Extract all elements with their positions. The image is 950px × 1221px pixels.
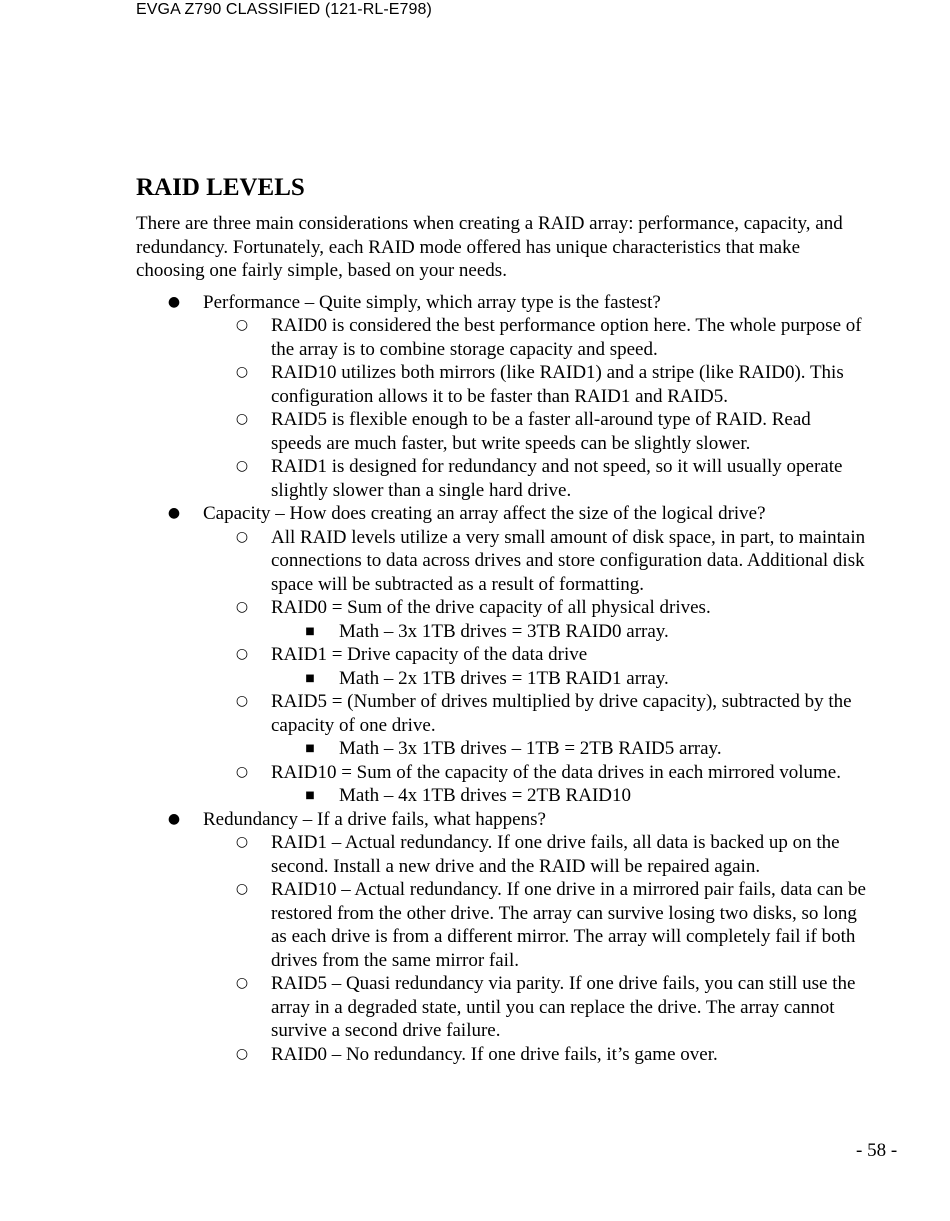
hollow-circle-bullet-icon: ○ bbox=[235, 881, 249, 897]
hollow-circle-bullet-icon: ○ bbox=[235, 834, 249, 850]
sub-sub-bullet-item bbox=[136, 667, 866, 691]
list-item-text: Redundancy – If a drive fails, what happens? bbox=[203, 808, 546, 830]
hollow-circle-bullet-icon: ○ bbox=[235, 693, 249, 709]
hollow-circle-bullet-icon: ○ bbox=[235, 1045, 249, 1062]
section-heading: RAID LEVELS bbox=[136, 174, 305, 201]
hollow-circle-bullet-icon: ○ bbox=[235, 646, 249, 662]
list-item-text: Capacity – How does creating an array affect the size of the logical drive? bbox=[203, 503, 766, 524]
list-item-text: RAID0 is considered the best performance option here. The whole purpose of the array is to combine storage capacity and speed. bbox=[271, 315, 862, 360]
hollow-circle-bullet-icon: ○ bbox=[235, 975, 249, 991]
square-bullet-icon: ■ bbox=[305, 790, 315, 801]
list-item-text: Math – 3x 1TB drives = 3TB RAID0 array. bbox=[339, 620, 669, 642]
sub-bullet-item bbox=[136, 878, 866, 972]
list-item-text: RAID10 – Actual redundancy. If one drive in a mirrored pair fails, data can be restored from the other drive. The array can survive losing two disks, so long as each drive is from a different mirror. The array will completely fail if both drives from the same mirror fail. bbox=[271, 879, 866, 971]
filled-circle-bullet-icon: ● bbox=[167, 810, 181, 827]
page-number: - 58 - bbox=[856, 1140, 898, 1161]
list-item-text: Math – 4x 1TB drives = 2TB RAID10 bbox=[339, 785, 632, 806]
sub-sub-bullet-item bbox=[136, 784, 866, 808]
sub-bullet-item bbox=[136, 596, 866, 620]
document-header: EVGA Z790 CLASSIFIED (121-RL-E798) bbox=[136, 1, 432, 18]
list-item-text: RAID5 = (Number of drives multiplied by drive capacity), subtracted by the capacity of one drive. bbox=[271, 691, 852, 736]
list-item-text: Math – 3x 1TB drives – 1TB = 2TB RAID5 array. bbox=[339, 738, 722, 759]
square-bullet-icon: ■ bbox=[305, 743, 315, 754]
sub-bullet-item bbox=[136, 690, 866, 737]
list-item-text: RAID0 = Sum of the drive capacity of all physical drives. bbox=[271, 597, 711, 618]
sub-bullet-item bbox=[136, 643, 866, 667]
sub-bullet-item bbox=[136, 526, 866, 597]
list-item-text: All RAID levels utilize a very small amount of disk space, in part, to maintain connections to data across drives and store configuration data. Additional disk space will be subtracted as a result of formatting. bbox=[271, 526, 866, 595]
hollow-circle-bullet-icon: ○ bbox=[235, 364, 249, 380]
hollow-circle-bullet-icon: ○ bbox=[235, 458, 249, 474]
raid-considerations-list bbox=[136, 291, 866, 1067]
sub-bullet-item bbox=[136, 408, 866, 455]
list-item-text: RAID10 = Sum of the capacity of the data drives in each mirrored volume. bbox=[271, 761, 841, 783]
sub-bullet-item bbox=[136, 831, 866, 878]
sub-sub-bullet-item bbox=[136, 620, 866, 644]
list-item-text: RAID10 utilizes both mirrors (like RAID1) and a stripe (like RAID0). This configuration allows it to be faster than RAID1 and RAID5. bbox=[271, 362, 844, 407]
hollow-circle-bullet-icon: ○ bbox=[235, 599, 249, 615]
square-bullet-icon: ■ bbox=[305, 672, 315, 684]
sub-bullet-item bbox=[136, 361, 866, 408]
sub-bullet-item bbox=[136, 455, 866, 502]
list-item-text: RAID5 – Quasi redundancy via parity. If one drive fails, you can still use the array in a degraded state, until you can replace the drive. The array cannot survive a second drive failure. bbox=[271, 973, 856, 1041]
list-item-text: RAID1 – Actual redundancy. If one drive fails, all data is backed up on the second. Install a new drive and the RAID will be repaired again. bbox=[271, 832, 840, 877]
filled-circle-bullet-icon: ● bbox=[167, 293, 181, 310]
list-item-text: RAID1 = Drive capacity of the data drive bbox=[271, 644, 588, 665]
sub-sub-bullet-item bbox=[136, 737, 866, 761]
intro-paragraph: There are three main considerations when creating a RAID array: performance, capacity, and redundancy. Fortunately, each RAID mode offered has unique characteristics that make choosing one fairly simple, based on your needs. bbox=[136, 213, 843, 281]
filled-circle-bullet-icon: ● bbox=[167, 505, 181, 521]
sub-bullet-item bbox=[136, 1043, 866, 1067]
bullet-item bbox=[136, 291, 866, 315]
list-item-text: Math – 2x 1TB drives = 1TB RAID1 array. bbox=[339, 667, 669, 689]
square-bullet-icon: ■ bbox=[305, 625, 315, 637]
bullet-item bbox=[136, 808, 866, 832]
list-item-text: RAID5 is flexible enough to be a faster all-around type of RAID. Read speeds are much faster, but write speeds can be slightly slower. bbox=[271, 409, 811, 454]
sub-bullet-item bbox=[136, 972, 866, 1043]
sub-bullet-item bbox=[136, 761, 866, 785]
bullet-item bbox=[136, 502, 866, 526]
hollow-circle-bullet-icon: ○ bbox=[235, 763, 249, 780]
hollow-circle-bullet-icon: ○ bbox=[235, 411, 249, 427]
hollow-circle-bullet-icon: ○ bbox=[235, 528, 249, 545]
sub-bullet-item bbox=[136, 314, 866, 361]
list-item-text: RAID1 is designed for redundancy and not speed, so it will usually operate slightly slower than a single hard drive. bbox=[271, 456, 843, 501]
list-item-text: RAID0 – No redundancy. If one drive fails, it’s game over. bbox=[271, 1043, 718, 1065]
main-content bbox=[136, 170, 866, 1066]
hollow-circle-bullet-icon: ○ bbox=[235, 317, 249, 333]
list-item-text: Performance – Quite simply, which array type is the fastest? bbox=[203, 291, 661, 313]
